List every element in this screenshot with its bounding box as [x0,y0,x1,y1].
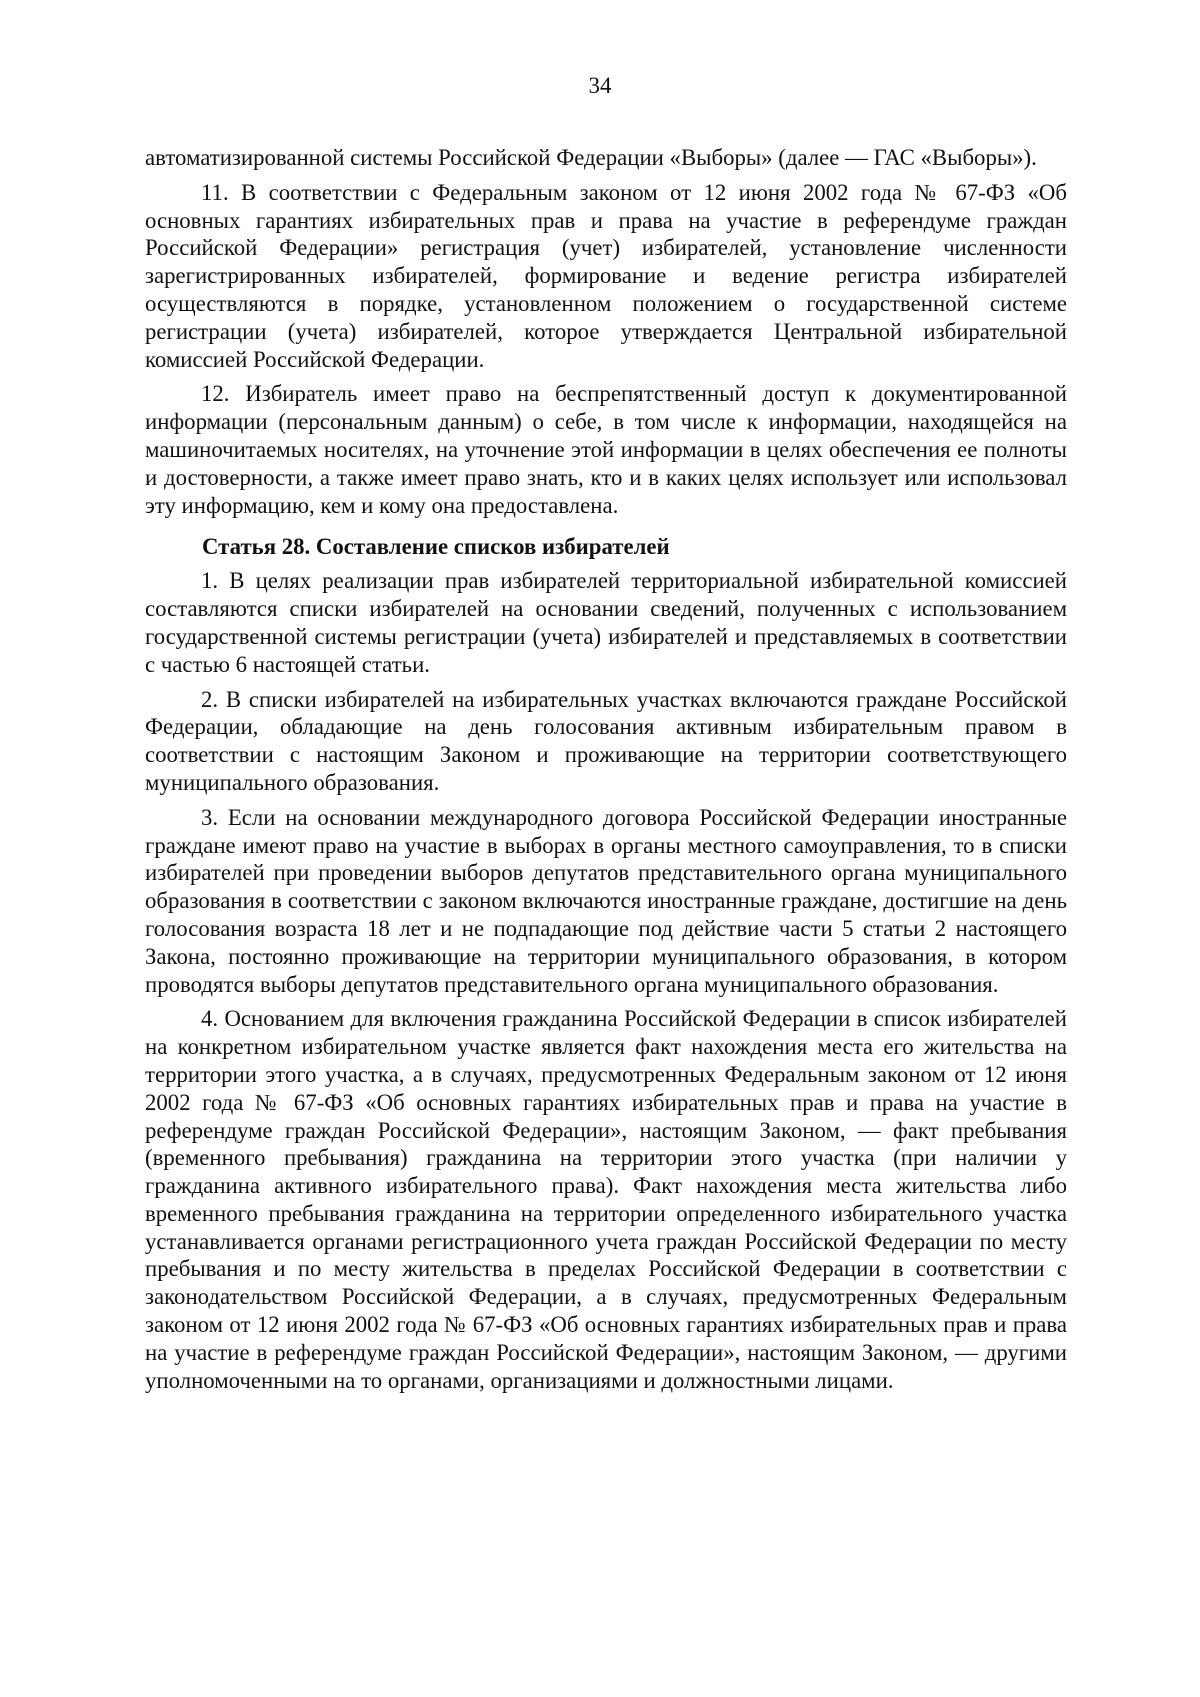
article-heading: Статья 28. Составление списков избирателей [202,534,670,560]
paragraph-continuation: автоматизированной системы Российской Федерации «Выборы» (далее — ГАС «Выборы»). [145,145,1037,170]
document-body [145,144,1067,1401]
paragraph-item-3: 3. Если на основании международного договора Российской Федерации иностранные граждане имеют право на участие в выборах в органы местного самоуправления, то в списки избирателей при проведении выборов депутатов представительного органа муниципального образования в соответствии с законом включаются иностранные граждане, достигшие на день голосования возраста 18 лет и не подпадающие под действие части 5 статьи 2 настоящего Закона, постоянно проживающие на территории муниципального образования, в котором проводятся выборы депутатов представительного органа муниципального образования. [145,804,1067,997]
paragraph-item-11: 11. В соответствии с Федеральным законом от 12 июня 2002 года № 67-ФЗ «Об основных гарантиях избирательных прав и права на участие в референдуме граждан Российской Федерации» регистрация (учет) избирателей, установление численности зарегистрированных избирателей, формирование и ведение регистра избирателей осуществляются в порядке, установленном положением о государственной системе регистрации (учета) избирателей, которое утверждается Центральной избирательной комиссией Российской Федерации. [145,179,1067,372]
page-number: 34 [588,73,612,98]
paragraph-item-1: 1. В целях реализации прав избирателей территориальной избирательной комиссией составляются списки избирателей на основании сведений, полученных с использованием государственной системы регистрации (учета) избирателей и представляемых в соответствии с частью 6 настоящей статьи. [145,568,1067,677]
paragraph-item-2: 2. В списки избирателей на избирательных участках включаются граждане Российской Федерации, обладающие на день голосования активным избирательным правом в соответствии с настоящим Законом и проживающие на территории соответствующего муниципального образования. [145,686,1067,795]
paragraph-item-12: 12. Избиратель имеет право на беспрепятственный доступ к документированной информации (персональным данным) о себе, в том числе к информации, находящейся на машиночитаемых носителях, на уточнение этой информации в целях обеспечения ее полноты и достоверности, а также имеет право знать, кто и в каких целях использует или использовал эту информацию, кем и кому она предоставлена. [145,381,1067,518]
paragraph-item-4: 4. Основанием для включения гражданина Российской Федерации в список избирателей на конкретном избирательном участке является факт нахождения места его жительства на территории этого участка, а в случаях, предусмотренных Федеральным законом от 12 июня 2002 года № 67-ФЗ «Об основных гарантиях избирательных прав и права на участие в референдуме граждан Российской Федерации», настоящим Законом, — факт пребывания (временного пребывания) гражданина на территории этого участка (при наличии у гражданина активного избирательного права). Факт нахождения места жительства либо временного пребывания гражданина на территории определенного избирательного участка устанавливается органами регистрационного учета граждан Российской Федерации по месту пребывания и по месту жительства в пределах Российской Федерации в соответствии с законодательством Российской Федерации, а в случаях, предусмотренных Федеральным законом от 12 июня 2002 года № 67-ФЗ «Об основных гарантиях избирательных прав и права на участие в референдуме граждан Российской Федерации», настоящим Законом, — другими уполномоченными на то органами, организациями и должностными лицами. [145,1006,1067,1393]
